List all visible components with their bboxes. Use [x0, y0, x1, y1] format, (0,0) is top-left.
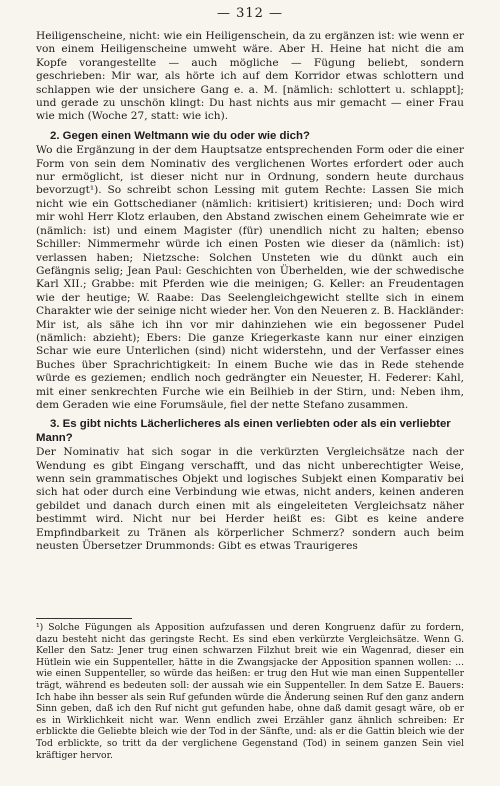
paragraph-1: Heiligenscheine, nicht: wie ein Heiligenschein, da zu ergänzen ist: wie wenn er von einem Heiligenscheine umweht wäre. Aber H. Heine hat nicht die am Kopfe vorangestellte — auch mögliche — Fügung beliebt, sondern geschrieben: Mir war, als hörte ich auf dem Korridor etwas schlottern und schlappen wie der unsichere Gang e. a. M. [nämlich: schlottert u. schlappt]; und gerade zu unschön klingt: Du hast nichts aus mir gemacht — einer Frau wie mich (Woche 27, statt: wie ich).: [36, 30, 464, 123]
footnote-divider: [36, 618, 132, 619]
paragraph-3: Der Nominativ hat sich sogar in die verkürzten Vergleichsätze nach der Wendung es gibt Eingang verschafft, und das nicht unberechtigter Weise, wenn sein grammatisches Objekt und logisches Subjekt einen Komparativ bei sich hat oder durch eine Verbindung wie etwas, nicht anders, keinen anderen gebildet und danach durch einen mit als eingeleiteten Vergleichsatz näher bestimmt wird. Nicht nur bei Herder heißt es: Gibt es keine andere Empfindbarkeit zu Tränen als körperlicher Schmerz? sondern auch beim neusten Übersetzer Drummonds: Gibt es etwas Traurigeres: [36, 446, 464, 553]
main-text: [36, 30, 464, 553]
paragraph-2: Wo die Ergänzung in der dem Hauptsatze entsprechenden Form oder die einer Form von sein dem Nominativ des verglichenen Wortes erfordert oder auch nur ermöglicht, ist dieser nicht nur in Ordnung, sondern heute durchaus bevorzugt¹). So schreibt schon Lessing mit gutem Rechte: Lassen Sie mich nicht wie ein Gottschedianer (nämlich: kritisiert) kritisieren; und: Doch wird mir wohl Herr Klotz erlauben, den Abstand zwischen einem Geheimrate wie er (nämlich: ist) und einem Magister (für) unendlich nicht zu halten; ebenso Schiller: Nimmermehr würde ich einen Posten wie dieser da (nämlich: ist) verlassen haben; Nietzsche: Solchen Unsteten wie du dünkt auch ein Gefängnis selig; Jean Paul: Geschichten von Überhelden, wie der schwedische Karl XII.; Grabbe: mit Pferden wie die meinigen; G. Keller: an Freudentagen wie der heutige; W. Raabe: Das Seelengleichgewicht stellte sich in einem Charakter wie der seinige nicht wieder her. Von den Neueren z. B. Hackländer: Mir ist, als sähe ich ihn vor mir dahinziehen wie ein begossener Pudel (nämlich: abzieht); Ebers: Die ganze Kriegerkaste kann nur einer einzigen Schar wie eure Unterlichen (sind) nicht widerstehn, und der Verfasser eines Buches über Sprachrichtigkeit: In einem Buche wie das in Rede stehende würde es geziemen; endlich noch gedrängter ein Neuester, H. Federer: Kahl, mit einer senkrechten Furche wie ein Beilhieb in der Stirn, und: Neben ihm, dem Geraden wie eine Forumsäule, fiel der nette Stefano zusammen.: [36, 144, 464, 411]
footnote: [36, 622, 464, 761]
page-number: — 312 —: [216, 6, 284, 21]
footnote-1: ¹) Solche Fügungen als Apposition aufzufassen und deren Kongruenz dafür zu fordern, dazu besteht nicht das geringste Recht. Es sind eben verkürzte Vergleichsätze. Wenn G. Keller den Satz: Jener trug einen schwarzen Filzhut breit wie ein Wagenrad, dieser ein Hütlein wie ein Suppenteller, hätte in die Zwangsjacke der Apposition spannen wollen: ... wie einen Suppenteller, so würde das heißen: er trug den Hut wie man einen Suppenteller trägt, während es bedeuten soll: der aussah wie ein Suppenteller. In dem Satze E. Bauers: Ich habe ihn besser als sein Ruf gefunden würde die Änderung seinen Ruf den ganz andern Sinn geben, daß ich den Ruf nicht gut gefunden habe, ohne daß damit gesagt wäre, ob er es in Wirklichkeit nicht war. Wenn endlich zwei Erzähler ganz ähnlich schreiben: Er erblickte die Geliebte bleich wie der Tod in der Sänfte, und: als er die Gattin bleich wie der Tod erblickte, so tritt da der verglichene Gegenstand (Tod) in seinem ganzen Sein viel kräftiger hervor.: [36, 622, 464, 761]
section-heading-3: 3. Es gibt nichts Lächerlicheres als einen verliebten oder als ein verliebter Mann?: [36, 418, 451, 444]
section-heading-2: 2. Gegen einen Weltmann wie du oder wie dich?: [50, 129, 310, 142]
